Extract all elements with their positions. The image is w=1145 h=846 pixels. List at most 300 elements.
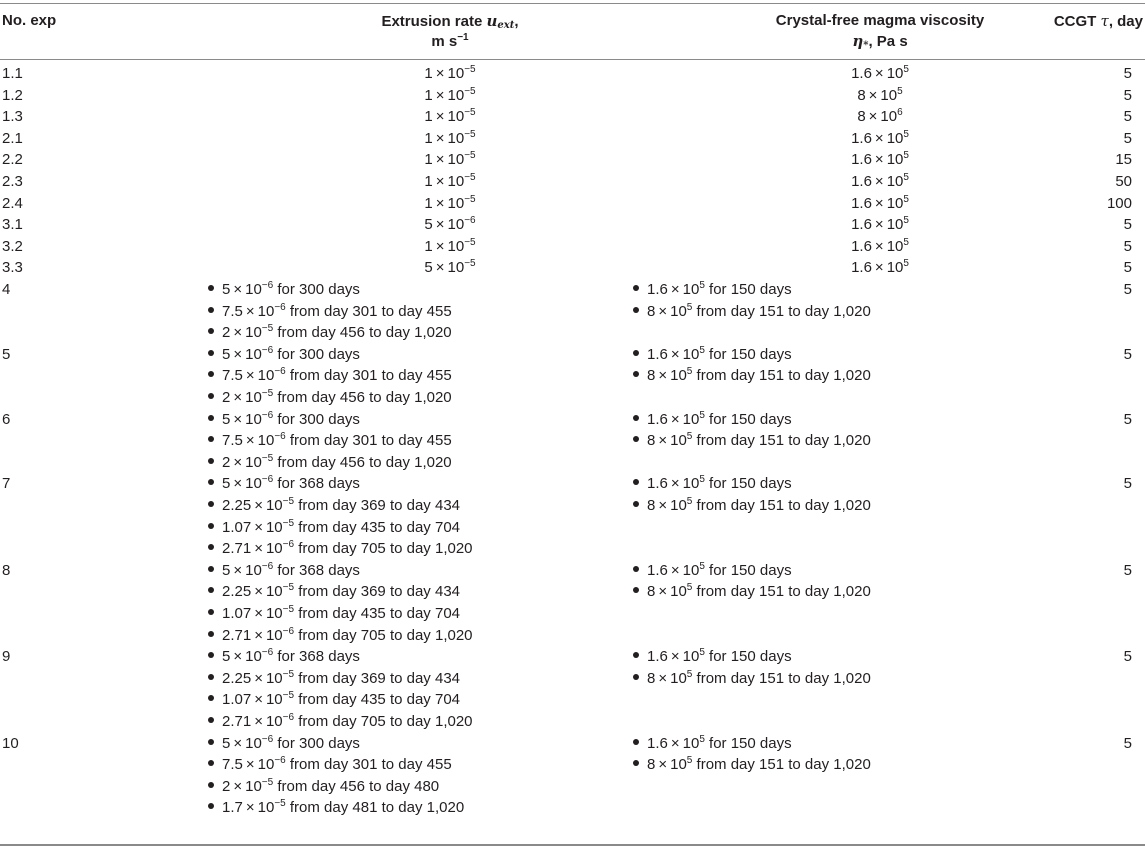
extrusion-rate-value-base: 10 xyxy=(447,172,465,190)
extrusion-rate-value-base: 10 xyxy=(265,496,283,514)
extrusion-rate-value-mantissa: 2 xyxy=(222,453,231,471)
table-row xyxy=(0,560,1145,646)
viscosity-value-exponent: 5 xyxy=(699,474,705,486)
viscosity-value-base: 10 xyxy=(670,669,687,687)
period-text: from day 705 to day 1,020 xyxy=(294,540,473,558)
table-row xyxy=(0,171,1145,193)
extrusion-rate-value-exponent: −6 xyxy=(464,215,476,227)
extrusion-rate-value-times: × xyxy=(245,367,255,385)
bullet-icon xyxy=(208,695,214,701)
viscosity-value-mantissa: 1.6 xyxy=(851,65,872,82)
viscosity-value-exponent: 5 xyxy=(699,647,705,659)
period-text: for 150 days xyxy=(704,280,792,298)
header-visc-units: , Pa s xyxy=(868,33,908,50)
exp-number: 5 xyxy=(2,345,11,363)
viscosity-value-base: 10 xyxy=(880,108,898,126)
extrusion-rate-value-times: × xyxy=(233,388,243,406)
period-text: from day 151 to day 1,020 xyxy=(692,669,871,687)
header-extrusion-rate: Extrusion rate $u_{ext}$, m $s^{-1}$ xyxy=(381,12,519,50)
bullet-icon xyxy=(208,436,214,442)
visc-var: η xyxy=(852,32,864,50)
viscosity-value-times: × xyxy=(670,410,680,428)
viscosity-item xyxy=(633,365,871,387)
viscosity-value-mantissa: 8 xyxy=(647,669,656,687)
extrusion-rate-value-mantissa: 1 xyxy=(424,129,433,147)
viscosity-value-exponent: 5 xyxy=(699,279,705,291)
extrusion-rate-value-exponent: −6 xyxy=(274,301,286,313)
extrusion-rate-value-exponent: −6 xyxy=(282,539,295,551)
header-tau-symbol: τ xyxy=(1100,12,1109,30)
extrusion-rate-value-mantissa: 1.07 xyxy=(222,691,252,709)
ccgt-value: 5 xyxy=(1123,345,1132,363)
extrusion-rate-value-times: × xyxy=(233,280,243,298)
table-row xyxy=(0,473,1145,559)
viscosity-value-base: 10 xyxy=(682,475,700,493)
viscosity-value-mantissa: 1.6 xyxy=(647,345,668,363)
extrusion-rate-value-times: × xyxy=(245,799,255,817)
bullet-icon xyxy=(633,739,639,745)
viscosity-value-times: × xyxy=(658,583,668,601)
table-row xyxy=(0,344,1145,409)
viscosity-value-mantissa: 1.6 xyxy=(851,216,872,234)
viscosity-value xyxy=(647,475,705,492)
period-text: for 150 days xyxy=(704,345,792,363)
extrusion-rate-item xyxy=(208,797,464,819)
viscosity-value-base: 10 xyxy=(670,432,687,450)
bullet-icon xyxy=(633,587,639,593)
extrusion-rate-item xyxy=(208,279,452,301)
viscosity-value-base: 10 xyxy=(670,756,687,774)
extrusion-rate-value-times: × xyxy=(435,65,445,82)
viscosity-value-mantissa: 1.6 xyxy=(647,475,668,493)
exp-number: 1.2 xyxy=(2,86,23,104)
viscosity-value-exponent: 5 xyxy=(897,85,903,97)
extrusion-rate-value xyxy=(222,346,273,363)
extrusion-rate-value-times: × xyxy=(435,108,445,126)
viscosity-value-times: × xyxy=(874,216,884,234)
table-row xyxy=(0,63,1145,85)
viscosity-cell xyxy=(620,171,1140,193)
extrusion-rate-item xyxy=(208,365,452,387)
ccgt-value: 50 xyxy=(1115,172,1132,190)
extrusion-rate-item xyxy=(208,560,473,582)
viscosity-value-times: × xyxy=(670,648,680,666)
viscosity-value xyxy=(647,432,692,449)
viscosity-value-base: 10 xyxy=(682,410,700,428)
viscosity-value-mantissa: 8 xyxy=(647,367,656,385)
extrusion-rate-value xyxy=(222,778,273,795)
bullet-icon xyxy=(633,566,639,572)
period-text: for 300 days xyxy=(273,280,360,298)
viscosity-item xyxy=(633,646,871,668)
extrusion-rate-value-base: 10 xyxy=(447,216,465,234)
viscosity-cell xyxy=(620,214,1140,236)
extrusion-rate-value-times: × xyxy=(435,86,445,104)
exp-number: 6 xyxy=(2,410,11,428)
exp-number: 10 xyxy=(2,734,19,752)
viscosity-value-base: 10 xyxy=(682,280,700,298)
bullet-icon xyxy=(633,307,639,313)
extrusion-rate-value-exponent: −5 xyxy=(282,690,295,702)
period-text: for 150 days xyxy=(704,410,792,428)
extrusion-rate-value xyxy=(222,411,273,428)
ccgt-value: 5 xyxy=(1123,561,1132,579)
extrusion-rate-value-times: × xyxy=(245,432,255,450)
extrusion-rate-item xyxy=(208,322,452,344)
extrusion-rate-value xyxy=(222,756,286,773)
extrusion-rate-value xyxy=(424,87,475,104)
extrusion-rate-value xyxy=(424,259,475,276)
viscosity-value-times: × xyxy=(670,561,680,579)
viscosity-cell xyxy=(620,257,1140,279)
extrusion-rate-value-base: 10 xyxy=(447,86,465,104)
extrusion-rate-cell xyxy=(230,214,670,236)
extrusion-rate-value-base: 10 xyxy=(257,302,275,320)
viscosity-value-base: 10 xyxy=(886,151,904,169)
viscosity-value-times: × xyxy=(670,345,680,363)
exp-number: 9 xyxy=(2,648,11,666)
exp-number: 1.1 xyxy=(2,65,23,82)
extrusion-rate-cell xyxy=(230,106,670,128)
exp-number: 8 xyxy=(2,561,11,579)
viscosity-item xyxy=(633,430,871,452)
table-row xyxy=(0,646,1145,732)
extrusion-rate-value xyxy=(222,691,294,708)
extrusion-rate-value-base: 10 xyxy=(265,604,283,622)
viscosity-value-times: × xyxy=(658,302,668,320)
extrusion-rate-value-times: × xyxy=(254,518,263,536)
viscosity-value xyxy=(647,735,705,752)
extrusion-rate-value-base: 10 xyxy=(257,756,275,774)
extrusion-rate-cell xyxy=(230,193,670,215)
extrusion-rate-item xyxy=(208,452,452,474)
extrusion-rate-value-exponent: −5 xyxy=(282,517,295,529)
rate-var: u xyxy=(486,12,498,30)
period-text: from day 435 to day 704 xyxy=(294,518,460,536)
extrusion-rate-value xyxy=(222,303,286,320)
ccgt-value: 5 xyxy=(1123,129,1132,147)
extrusion-rate-value-base: 10 xyxy=(257,799,275,817)
viscosity-item xyxy=(633,560,871,582)
viscosity-value xyxy=(851,216,909,233)
viscosity-value-base: 10 xyxy=(886,216,904,234)
viscosity-item xyxy=(633,733,871,755)
extrusion-rate-value-mantissa: 5 xyxy=(222,561,231,579)
extrusion-rate-value-times: × xyxy=(233,777,243,795)
extrusion-rate-value-exponent: −5 xyxy=(261,323,274,335)
viscosity-value xyxy=(647,281,705,298)
viscosity-item xyxy=(633,344,871,366)
extrusion-rate-cell xyxy=(230,171,670,193)
table-row xyxy=(0,733,1145,819)
extrusion-rate-value xyxy=(424,151,475,168)
exp-number: 3.2 xyxy=(2,237,23,255)
period-text: from day 301 to day 455 xyxy=(285,367,452,385)
extrusion-rate-value xyxy=(222,627,294,644)
extrusion-rate-value-mantissa: 1 xyxy=(424,237,433,255)
extrusion-rate-value-base: 10 xyxy=(245,388,262,406)
extrusion-rate-value-base: 10 xyxy=(245,777,262,795)
viscosity-value-mantissa: 1.6 xyxy=(647,280,668,298)
period-text: for 368 days xyxy=(273,475,360,493)
bullet-icon xyxy=(208,609,214,615)
extrusion-rate-value-mantissa: 2 xyxy=(222,388,231,406)
extrusion-rate-value xyxy=(222,583,294,600)
exp-number: 2.4 xyxy=(2,194,23,212)
ccgt-value: 5 xyxy=(1123,410,1132,428)
bullet-icon xyxy=(208,371,214,377)
extrusion-rate-list xyxy=(208,560,473,646)
viscosity-item xyxy=(633,409,871,431)
extrusion-rate-cell xyxy=(230,63,670,85)
viscosity-value-exponent: 5 xyxy=(903,64,909,75)
extrusion-rate-list xyxy=(208,409,452,474)
bullet-icon xyxy=(208,782,214,788)
viscosity-value-exponent: 5 xyxy=(903,193,909,205)
ccgt-value: 5 xyxy=(1123,259,1132,277)
extrusion-rate-value xyxy=(222,799,286,816)
ccgt-value: 5 xyxy=(1123,648,1132,666)
extrusion-rate-value xyxy=(222,281,273,298)
extrusion-rate-value-base: 10 xyxy=(245,648,262,666)
extrusion-rate-value-times: × xyxy=(233,345,243,363)
extrusion-rate-item xyxy=(208,581,473,603)
viscosity-item xyxy=(633,495,871,517)
extrusion-rate-value-times: × xyxy=(435,151,445,169)
viscosity-list xyxy=(633,473,871,516)
viscosity-value xyxy=(851,259,909,276)
viscosity-value-exponent: 5 xyxy=(699,733,705,745)
period-text: from day 481 to day 1,020 xyxy=(285,799,465,817)
viscosity-value-mantissa: 8 xyxy=(647,496,656,514)
extrusion-rate-value-exponent: −5 xyxy=(464,193,476,205)
viscosity-value-mantissa: 1.6 xyxy=(647,734,668,752)
extrusion-rate-value-times: × xyxy=(233,324,243,342)
extrusion-rate-value-mantissa: 1.07 xyxy=(222,604,252,622)
extrusion-rate-value-base: 10 xyxy=(265,540,283,558)
viscosity-list xyxy=(633,560,871,603)
viscosity-value-exponent: 5 xyxy=(903,128,909,140)
viscosity-value-mantissa: 1.6 xyxy=(851,237,872,255)
viscosity-value-exponent: 5 xyxy=(686,668,693,680)
viscosity-item xyxy=(633,279,871,301)
viscosity-value-base: 10 xyxy=(886,237,904,255)
extrusion-rate-value-times: × xyxy=(435,259,445,277)
extrusion-rate-value xyxy=(222,540,294,557)
period-text: from day 456 to day 1,020 xyxy=(273,388,452,406)
extrusion-rate-value-exponent: −5 xyxy=(464,171,476,183)
extrusion-rate-value-exponent: −5 xyxy=(282,603,295,615)
bullet-icon xyxy=(208,328,214,334)
extrusion-rate-item xyxy=(208,625,473,647)
viscosity-value-base: 10 xyxy=(886,259,904,277)
extrusion-rate-value xyxy=(424,65,475,82)
bullet-icon xyxy=(633,371,639,377)
bullet-icon xyxy=(208,285,214,291)
extrusion-rate-value-mantissa: 1 xyxy=(424,86,433,104)
viscosity-value-exponent: 5 xyxy=(699,409,705,421)
bullet-icon xyxy=(208,415,214,421)
viscosity-item xyxy=(633,581,871,603)
viscosity-value-mantissa: 8 xyxy=(647,756,656,774)
extrusion-rate-value-times: × xyxy=(245,756,255,774)
table-row xyxy=(0,214,1145,236)
viscosity-value-times: × xyxy=(658,367,668,385)
extrusion-rate-item xyxy=(208,409,452,431)
extrusion-rate-item xyxy=(208,344,452,366)
viscosity-value-mantissa: 1.6 xyxy=(851,151,872,169)
viscosity-value-times: × xyxy=(874,151,884,169)
extrusion-rate-value-mantissa: 2.25 xyxy=(222,583,252,601)
extrusion-rate-value xyxy=(222,389,273,406)
viscosity-value xyxy=(647,497,692,514)
header-no-exp xyxy=(2,11,56,31)
period-text: for 368 days xyxy=(273,648,360,666)
extrusion-rate-item xyxy=(208,473,473,495)
extrusion-rate-value-mantissa: 5 xyxy=(222,475,231,493)
period-text: from day 301 to day 455 xyxy=(285,756,452,774)
extrusion-rate-value-mantissa: 5 xyxy=(222,345,231,363)
viscosity-value-base: 10 xyxy=(886,172,904,190)
extrusion-rate-cell xyxy=(230,149,670,171)
extrusion-rate-value-base: 10 xyxy=(447,151,465,169)
viscosity-value xyxy=(647,562,705,579)
extrusion-rate-value-exponent: −5 xyxy=(261,387,274,399)
viscosity-value-mantissa: 1.6 xyxy=(647,561,668,579)
viscosity-value xyxy=(851,130,909,147)
extrusion-rate-value-exponent: −5 xyxy=(464,85,476,97)
table-row xyxy=(0,128,1145,150)
table-row xyxy=(0,279,1145,344)
bullet-icon xyxy=(208,652,214,658)
viscosity-value-mantissa: 8 xyxy=(857,86,866,104)
table-body xyxy=(0,63,1145,819)
ccgt-value: 5 xyxy=(1123,86,1132,104)
viscosity-value-base: 10 xyxy=(880,86,898,104)
header-rate-units: m s xyxy=(431,33,458,50)
extrusion-rate-value-base: 10 xyxy=(447,129,465,147)
extrusion-rate-value-times: × xyxy=(435,216,445,234)
extrusion-rate-value xyxy=(222,605,294,622)
extrusion-rate-list xyxy=(208,344,452,409)
extrusion-rate-value xyxy=(222,367,286,384)
viscosity-value-exponent: 5 xyxy=(903,236,909,248)
viscosity-value-base: 10 xyxy=(886,194,904,212)
viscosity-value-times: × xyxy=(658,432,668,450)
viscosity-value-exponent: 5 xyxy=(903,150,909,162)
period-text: for 300 days xyxy=(273,734,360,752)
viscosity-value-base: 10 xyxy=(670,302,687,320)
period-text: for 150 days xyxy=(704,648,792,666)
exp-number: 4 xyxy=(2,280,11,298)
viscosity-value-times: × xyxy=(874,194,884,212)
viscosity-value-times: × xyxy=(874,65,884,82)
extrusion-rate-value-exponent: −6 xyxy=(261,279,274,291)
extrusion-rate-value-base: 10 xyxy=(265,583,283,601)
exp-number: 3.1 xyxy=(2,216,23,234)
viscosity-cell xyxy=(620,149,1140,171)
extrusion-rate-list xyxy=(208,279,452,344)
period-text: from day 456 to day 1,020 xyxy=(273,453,452,471)
extrusion-rate-value xyxy=(424,238,475,255)
extrusion-rate-value-base: 10 xyxy=(245,345,262,363)
header-tau-title: CCGT xyxy=(1053,13,1097,30)
extrusion-rate-value-exponent: −5 xyxy=(274,798,286,810)
extrusion-rate-value xyxy=(222,454,273,471)
viscosity-value-exponent: 5 xyxy=(686,755,693,767)
extrusion-rate-value-exponent: −5 xyxy=(282,495,295,507)
extrusion-rate-item xyxy=(208,495,473,517)
extrusion-rate-value-times: × xyxy=(233,410,243,428)
extrusion-rate-value-exponent: −6 xyxy=(261,344,274,356)
period-text: from day 301 to day 455 xyxy=(285,432,452,450)
viscosity-value xyxy=(851,173,909,190)
viscosity-value xyxy=(647,367,692,384)
viscosity-value-exponent: 6 xyxy=(897,107,903,119)
extrusion-rate-value-mantissa: 2.71 xyxy=(222,540,252,558)
bullet-icon xyxy=(208,760,214,766)
extrusion-rate-value-mantissa: 7.5 xyxy=(222,367,243,385)
extrusion-rate-value-base: 10 xyxy=(265,669,283,687)
extrusion-rate-value xyxy=(222,324,273,341)
ccgt-value: 5 xyxy=(1123,65,1132,82)
viscosity-value-times: × xyxy=(868,108,878,126)
header-visc-symbol xyxy=(852,32,868,50)
extrusion-rate-value-times: × xyxy=(245,302,255,320)
viscosity-value-times: × xyxy=(874,129,884,147)
extrusion-rate-value-mantissa: 5 xyxy=(222,280,231,298)
viscosity-value-mantissa: 1.6 xyxy=(647,410,668,428)
extrusion-rate-cell xyxy=(230,236,670,258)
ccgt-value: 5 xyxy=(1123,237,1132,255)
extrusion-rate-value-base: 10 xyxy=(265,691,283,709)
extrusion-rate-value xyxy=(222,713,294,730)
period-text: for 150 days xyxy=(704,734,792,752)
period-text: from day 151 to day 1,020 xyxy=(692,583,871,601)
viscosity-value-times: × xyxy=(874,172,884,190)
period-text: for 300 days xyxy=(273,410,360,428)
extrusion-rate-list xyxy=(208,473,473,559)
extrusion-rate-value-exponent: −6 xyxy=(261,560,274,572)
extrusion-rate-value-mantissa: 5 xyxy=(424,259,433,277)
table-row xyxy=(0,236,1145,258)
extrusion-rate-value-base: 10 xyxy=(265,518,283,536)
viscosity-value-exponent: 5 xyxy=(686,366,693,378)
viscosity-value-times: × xyxy=(658,756,668,774)
extrusion-rate-item xyxy=(208,517,473,539)
bullet-icon xyxy=(208,479,214,485)
extrusion-rate-item xyxy=(208,301,452,323)
extrusion-rate-value-base: 10 xyxy=(245,453,262,471)
header-no-exp-label: No. exp xyxy=(2,12,57,29)
extrusion-rate-cell xyxy=(230,85,670,107)
viscosity-item xyxy=(633,301,871,323)
bullet-icon xyxy=(208,393,214,399)
period-text: for 150 days xyxy=(704,475,792,493)
extrusion-rate-value-mantissa: 1 xyxy=(424,108,433,126)
viscosity-value xyxy=(851,151,909,168)
extrusion-rate-value-mantissa: 2.71 xyxy=(222,712,252,730)
extrusion-rate-value-base: 10 xyxy=(265,626,283,644)
period-text: for 368 days xyxy=(273,561,360,579)
viscosity-value-mantissa: 1.6 xyxy=(851,259,872,277)
viscosity-value-times: × xyxy=(670,475,680,493)
viscosity-value-mantissa: 8 xyxy=(857,108,866,126)
viscosity-value-exponent: 5 xyxy=(686,495,693,507)
extrusion-rate-value xyxy=(424,216,475,233)
bullet-icon xyxy=(633,760,639,766)
viscosity-value-times: × xyxy=(658,669,668,687)
